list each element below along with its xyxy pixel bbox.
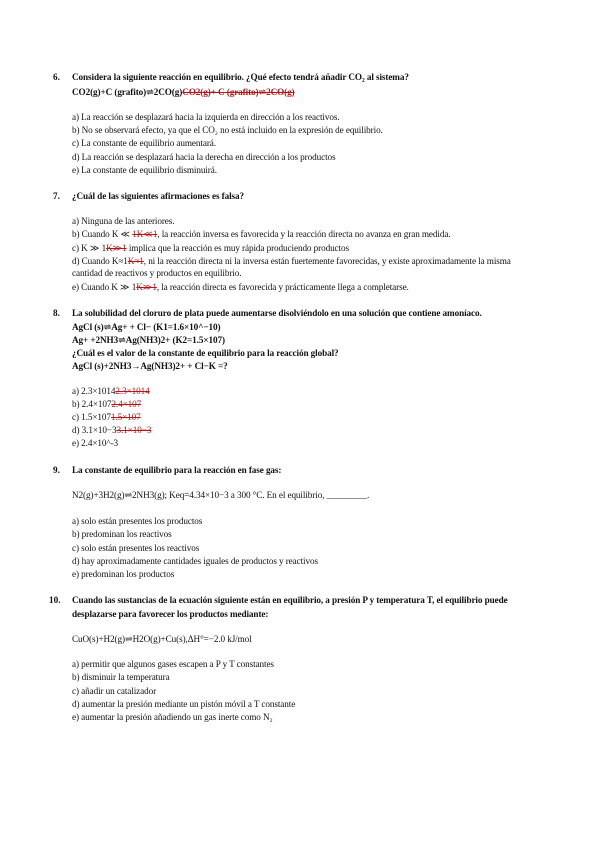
q8-option-d-pre: d) 3.1×10−3 xyxy=(72,425,117,435)
q8-option-b-strike: 2.4×107 xyxy=(111,399,142,409)
q6-question: Considera la siguiente reacción en equilibrio. ¿Qué efecto tendrá añadir CO₂ al sistema? xyxy=(72,72,409,82)
q7-option-d xyxy=(72,256,511,267)
q6-option-d: d) La reacción se desplazará hacia la derecha en dirección a los productos xyxy=(72,152,336,162)
q7-option-b xyxy=(72,229,451,240)
q7-option-b-post: , la reacción inversa es favorecida y la reacción directa no avanza en gran medida. xyxy=(157,229,451,239)
q7-option-b-pre: b) Cuando K ≪ xyxy=(72,229,133,239)
q9-equation: N2(g)+3H2(g)⇌2NH3(g); Keq=4.34×10−3 a 300 °C. En el equilibrio, _________. xyxy=(72,490,370,500)
q10-number: 10. xyxy=(49,595,61,605)
q7-option-d-strike: K≈1 xyxy=(127,256,144,266)
q8-equation-3: AgCl (s)+2NH3→Ag(NH3)2+ + Cl−K =? xyxy=(72,361,228,371)
q7-option-c-strike: K≫1 xyxy=(106,243,127,253)
q7-number: 7. xyxy=(53,191,60,201)
q7-option-d-continued: cantidad de reactivos y productos en equilibrio. xyxy=(72,268,242,278)
q6-option-a: a) La reacción se desplazará hacia la izquierda en dirección a los reactivos. xyxy=(72,112,340,122)
q10-option-c: c) añadir un catalizador xyxy=(72,686,157,696)
q8-number: 8. xyxy=(53,308,60,318)
q8-option-c-pre: c) 1.5×107 xyxy=(72,412,111,422)
q9-option-c: c) solo están presentes los reactivos xyxy=(72,543,200,553)
q7-option-e-pre: e) Cuando K ≫ 1 xyxy=(72,282,137,292)
q10-equation: CuO(s)+H2(g)⇌H2O(g)+Cu(s),ΔH°=−2.0 kJ/mol xyxy=(72,634,252,644)
q10-option-b: b) disminuir la temperatura xyxy=(72,672,170,682)
q7-option-c xyxy=(72,243,349,254)
q9-option-b: b) predominan los reactivos xyxy=(72,529,172,539)
q6-option-c: c) La constante de equilibrio aumentará. xyxy=(72,138,216,148)
q6-equation-strike: CO2(g)+ C (grafito)⇌2CO(g) xyxy=(182,87,295,97)
q6-option-b: b) No se observará efecto, ya que el CO₂ no está incluido en la expresión de equilibrio. xyxy=(72,125,383,135)
q8-option-b xyxy=(72,399,141,410)
q7-option-e-strike: K≫1 xyxy=(136,282,157,292)
q8-option-c xyxy=(72,412,141,423)
q10-question-continued: desplazarse para favorecer los productos mediante: xyxy=(72,609,269,619)
q8-option-d xyxy=(72,425,151,436)
q7-question: ¿Cuál de las siguientes afirmaciones es falsa? xyxy=(72,191,244,201)
q8-option-a-strike: 2.3×1014 xyxy=(115,386,150,396)
q7-option-d-pre: d) Cuando K≈1 xyxy=(72,256,128,266)
q9-number: 9. xyxy=(53,465,60,475)
q7-option-b-strike: 1K≪1 xyxy=(132,229,158,239)
q8-option-c-strike: 1.5×107 xyxy=(110,412,141,422)
q8-option-a-pre: a) 2.3×1014 xyxy=(72,386,116,396)
q6-equation-text: CO2(g)+C (grafito)⇌2CO(g) xyxy=(72,87,183,97)
q7-option-c-post: implica que la reacción es muy rápida produciendo productos xyxy=(126,243,349,253)
q10-question: Cuando las sustancias de la ecuación siguiente están en equilibrio, a presión P y temperatura T, el equilibrio puede xyxy=(72,595,508,605)
q9-option-d: d) hay aproximadamente cantidades iguales de productos y reactivos xyxy=(72,556,318,566)
q7-option-e xyxy=(72,282,409,293)
q9-option-e: e) predominan los productos xyxy=(72,569,175,579)
q7-option-a: a) Ninguna de las anteriores. xyxy=(72,216,175,226)
q9-option-a: a) solo están presentes los productos xyxy=(72,516,203,526)
q7-option-e-post: , la reacción directa es favorecida y prácticamente llega a completarse. xyxy=(156,282,409,292)
q6-equation xyxy=(72,87,295,98)
q9-question: La constante de equilibrio para la reacción en fase gas: xyxy=(72,465,282,475)
q8-equation-1: AgCl (s)⇌Ag+ + Cl− (K1=1.6×10^−10) xyxy=(72,322,221,332)
q10-option-d: d) aumentar la presión mediante un pistón móvil a T constante xyxy=(72,699,296,709)
q6-option-e: e) La constante de equilibrio disminuirá. xyxy=(72,165,217,175)
q8-option-e: e) 2.4×10^-3 xyxy=(72,438,119,448)
q8-equation-2: Ag+ +2NH3⇌Ag(NH3)2+ (K2=1.5×107) xyxy=(72,335,225,345)
q6-number: 6. xyxy=(53,72,60,82)
q8-option-d-strike: 3.1×10−3 xyxy=(116,425,152,435)
q8-option-a xyxy=(72,386,150,397)
q10-option-e: e) aumentar la presión añadiendo un gas inerte como N₂ xyxy=(72,712,273,722)
q8-question: La solubilidad del cloruro de plata puede aumentarse disolviéndolo en una solución que contiene amoníaco. xyxy=(72,308,482,318)
q7-option-d-post: , ni la reacción directa ni la inversa están fuertemente favorecidas, y existe aproximadamente la misma xyxy=(143,256,511,266)
q10-option-a: a) permitir que algunos gases escapen a P y T constantes xyxy=(72,659,274,669)
q8-option-b-pre: b) 2.4×107 xyxy=(72,399,112,409)
q8-ask: ¿Cuál es el valor de la constante de equilibrio para la reacción global? xyxy=(72,348,339,358)
q7-option-c-pre: c) K ≫ 1 xyxy=(72,243,107,253)
